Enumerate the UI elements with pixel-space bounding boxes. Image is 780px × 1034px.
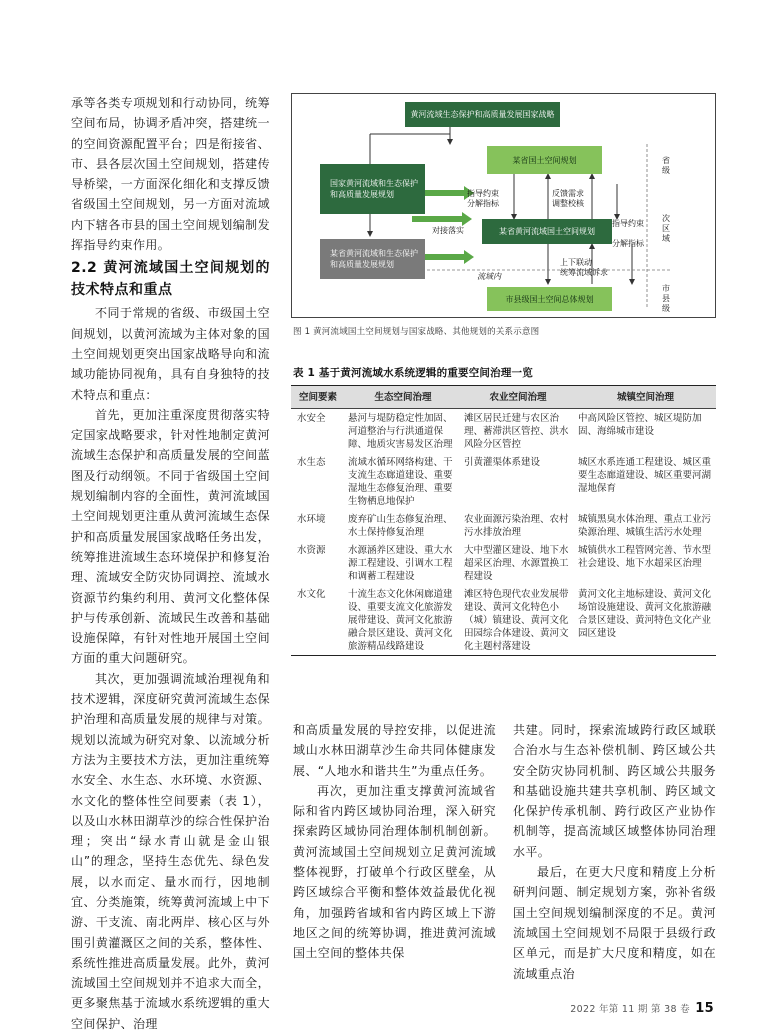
issue-info: 2022 年第 11 期 第 38 卷 (570, 1004, 690, 1015)
paragraph: 和高质量发展的导控安排，以促进流域山水林田湖草沙生命共同体健康发展、“人地水和谐共生”为重点任务。 (293, 723, 496, 778)
table-cell: 黄河文化主地标建设、黄河文化场馆设施建设、黄河文化旅游融合景区建设、黄河特色文化产业园区建设 (575, 585, 716, 656)
table-cell: 滩区特色现代农业发展带建设、黄河文化特色小（城）镇建设、黄河文化田园综合体建设、黄河文化主题村落建设 (461, 585, 575, 656)
table-row (291, 409, 716, 454)
basin-plan-box: 某省黄河流域国土空间规划 (482, 219, 612, 244)
section-heading: 2.2 黄河流域国土空间规划的技术特点和重点 (71, 260, 270, 299)
paragraph: 其次，更加强调流域治理视角和技术逻辑，深度研究黄河流域生态保护治理和高质量发展的规律与对策。规划以流域为研究对象、以流域分析方法为主要技术方法，更加注重统筹水安全、水生态、水环境、水资源、水文化的整体性空间要素（表 1），以及山水林田湖草沙的综合性保护治理；突出“绿水青山就是金山银山”的理念，坚持生态优先、绿色发展，以水而定、量水而行，因地制宜、分类施策，统筹黄河流域上中下游、干支流、南北两岸、核心区与外围引黄灌溉区之间的关系，整体性、系统性推进高质量发展。此外，黄河流域国土空间规划并不追求大而全，更多聚焦基于流域水系统逻辑的重大空间保护、治理 (71, 671, 270, 1031)
text-column-right (513, 720, 716, 984)
national-yr-plan-box: 国家黄河流域和生态保护和高质量发展规划 (320, 164, 425, 214)
table-cell: 悬河与堤防稳定性加固、河道整治与行洪通道保障、地质灾害易发区治理 (348, 413, 453, 450)
table-cell: 中高风险区管控、城区堤防加固、海绵城市建设 (578, 413, 702, 437)
table-row (291, 453, 716, 510)
text-column-middle (293, 720, 496, 964)
table-caption: 表 1 基于黄河流域水系统逻辑的重要空间治理一览 (293, 367, 533, 379)
governance-table (291, 385, 716, 656)
table-header: 生态空间治理 (345, 386, 461, 409)
paragraph: 共建。同时，探索流域跨行政区域联合治水与生态补偿机制、跨区域公共安全防灾协同机制、跨区域公共服务和基础设施共建共享机制、跨区域文化保护传承机制、跨行政区产业协作机制等，提高流域区域整体协同治理水平。 (513, 723, 716, 859)
table-cell: 引黄灌渠体系建设 (464, 457, 541, 468)
page-number: 15 (695, 1001, 714, 1016)
table-header: 城镇空间治理 (575, 386, 716, 409)
label-basin: 流域内 (477, 272, 501, 281)
table-cell: 流域水循环网络构建、干支流生态廊道建设、重要湿地生态修复治理、重要生物栖息地保护 (348, 457, 453, 507)
paragraph: 承等各类专项规划和行动协同，统筹空间布局，协调矛盾冲突，搭建统一的空间资源配置平台；四是衔接省、市、县各层次国土空间规划，搭建传导桥梁，一方面深化细化和支撑反馈省级国土空间规划，另一方面对流域内下辖各市县的国土空间规划编制发挥指导约束作用。 (71, 96, 270, 253)
table-cell: 十流生态文化休闲廊道建设、重要支流文化旅游发展带建设、黄河文化旅游融合景区建设、黄河文化旅游精品线路建设 (345, 585, 461, 656)
table-cell: 城区水系连通工程建设、城区重要生态廊道建设、城区重要河湖湿地保育 (578, 457, 712, 494)
label-decompose: 分解指标 (612, 239, 644, 248)
table-cell: 水文化 (291, 585, 345, 656)
page-footer (570, 1001, 714, 1016)
paragraph: 首先，更加注重深度贯彻落实特定国家战略要求，针对性地制定黄河流域生态保护和高质量发展的空间蓝图及行动纲领。不同于省级国土空间规划编制内容的全面性，黄河流域国土空间规划更注重从黄河流域生态保护和高质量发展国家战略任务出发，统筹推进流域生态环境保护和修复治理、流域安全防灾协同调控、流域水资源节约集约利用、黄河文化整体保护与传承创新、流域民生改善和基础设施保障，有针对性地开展国土空间方面的重大问题研究。 (71, 407, 270, 666)
paragraph: 最后，在更大尺度和精度上分析研判问题、制定规划方案，弥补省级国土空间规划编制深度的不足。黄河流域国土空间规划不局限于县级行政区单元，而是扩大尺度和精度，如在流域重点治 (513, 865, 716, 981)
label-guide-2: 指导约束 (612, 219, 644, 228)
table-cell: 水生态 (297, 457, 326, 468)
table-row (291, 541, 716, 585)
label-feedback: 反馈需求 调整校核 (552, 189, 584, 208)
level-province: 省 级 (662, 156, 670, 175)
label-guide: 指导约束 分解指标 (467, 189, 499, 208)
national-strategy-box: 黄河流域生态保护和高质量发展国家战略 (405, 102, 560, 127)
table-cell: 水安全 (297, 413, 326, 424)
county-plan-box: 市县级国土空间总体规划 (487, 287, 612, 311)
figure-caption: 图 1 黄河流域国土空间规划与国家战略、其他规划的关系示意图 (293, 327, 540, 337)
table-cell: 城镇供水工程管网完善、节水型社会建设、地下水超采区治理 (578, 545, 712, 569)
table-cell: 城镇黑臭水体治理、重点工业污染源治理、城镇生活污水处理 (578, 514, 712, 538)
level-city: 市 县 级 (662, 284, 670, 313)
table-row (291, 585, 716, 656)
level-subregion: 次 区 域 (662, 214, 670, 243)
table-cell: 水源涵养区建设、重大水源工程建设、引调水工程和调蓄工程建设 (348, 545, 453, 582)
table-header: 空间要素 (291, 386, 345, 409)
text-column-left (71, 93, 270, 1034)
table-cell: 大中型灌区建设、地下水超采区治理、水源置换工程建设 (464, 545, 569, 582)
table-cell: 农业面源污染治理、农村污水排放治理 (464, 514, 569, 538)
table-header: 农业空间治理 (461, 386, 575, 409)
provincial-yr-plan-box: 某省黄河流域和生态保护和高质量发展规划 (320, 239, 425, 279)
table-header-row (291, 386, 716, 409)
paragraph: 不同于常规的省级、市级国土空间规划，以黄河流域为主体对象的国土空间规划更突出国家战略导向和流域功能协同视角，具有自身独特的技术特点和重点： (71, 306, 270, 402)
provincial-plan-box: 某省国土空间规划 (487, 146, 602, 174)
table-cell: 废弃矿山生态修复治理、水土保持修复治理 (348, 514, 453, 538)
table-cell: 滩区居民迁建与农区治理、蓄滞洪区管控、洪水风险分区管控 (464, 413, 569, 450)
table-cell: 水资源 (297, 545, 326, 556)
paragraph: 再次，更加注重支撑黄河流域省际和省内跨区域协同治理，深入研究探索跨区域协同治理体制机制创新。黄河流域国土空间规划立足黄河流域整体视野，打破单个行政区壁垒，从跨区域综合平衡和整体效益最优化视角，加强跨省域和省内跨区域上下游地区之间的统筹协调，推进黄河流域国土空间的整体共保 (293, 783, 496, 961)
label-linkage: 上下联动 统筹流域诉求 (560, 258, 608, 277)
table-cell: 水环境 (297, 514, 326, 525)
figure-diagram (291, 93, 716, 318)
label-implement: 对接落实 (432, 226, 464, 235)
table-row (291, 510, 716, 541)
